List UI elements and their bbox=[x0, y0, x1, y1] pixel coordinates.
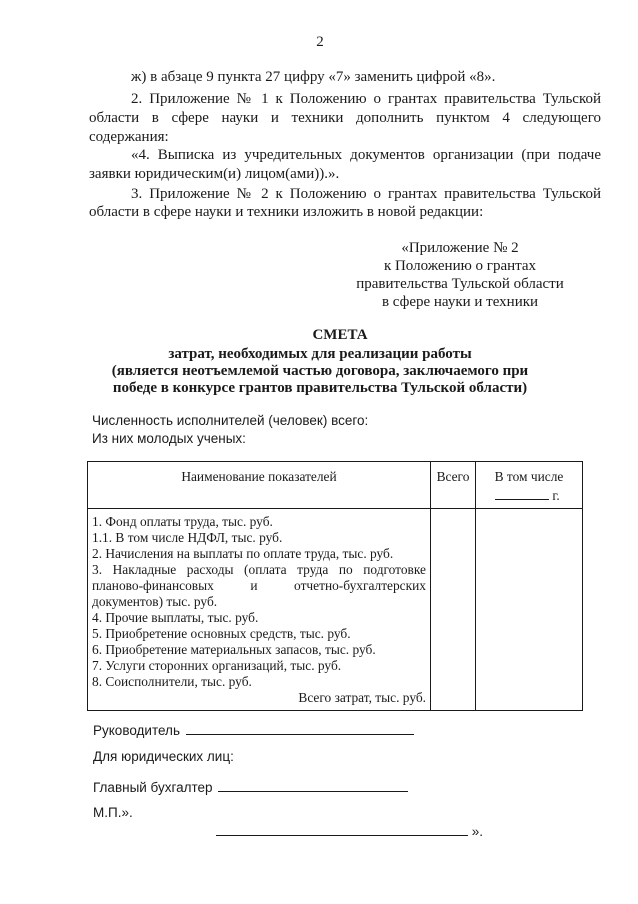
head-signature bbox=[93, 720, 414, 738]
table-header-total: Всего bbox=[436, 469, 470, 484]
table-row-1-1: 1.1. В том числе НДФЛ, тыс. руб. bbox=[92, 530, 283, 545]
accountant-signature bbox=[93, 777, 408, 795]
year-blank bbox=[495, 485, 549, 500]
item2-line3: содержания: bbox=[89, 129, 169, 145]
item2-line2: области в сфере науки и техники дополнить пунктом 4 следующего bbox=[89, 110, 601, 126]
table-row-7: 7. Услуги сторонних организаций, тыс. руб. bbox=[92, 658, 342, 673]
estimate-title: СМЕТА bbox=[312, 327, 368, 343]
estimate-note-line1: (является неотъемлемой частью договора, заключаемого при bbox=[111, 363, 529, 379]
table-row-4: 4. Прочие выплаты, тыс. руб. bbox=[92, 610, 259, 625]
table-total-row: Всего затрат, тыс. руб. bbox=[298, 690, 426, 705]
table-row-5: 5. Приобретение основных средств, тыс. руб. bbox=[92, 626, 351, 641]
young-scientists-label: Из них молодых ученых: bbox=[92, 431, 246, 446]
item3-line2: области в сфере науки и техники изложить в новой редакции: bbox=[89, 204, 484, 220]
accountant-signature-line bbox=[218, 777, 408, 792]
table-row-2: 2. Начисления на выплаты по оплате труда, тыс. руб. bbox=[92, 546, 394, 561]
amendment-line-zh: ж) в абзаце 9 пункта 27 цифру «7» заменить цифрой «8». bbox=[131, 69, 496, 85]
table-header-name: Наименование показателей bbox=[181, 469, 337, 484]
table-row-3-line2: планово-финансовых и отчетно-бухгалтерских bbox=[92, 578, 426, 593]
legal-entities-label: Для юридических лиц: bbox=[93, 749, 234, 764]
table-header-including: В том числе bbox=[494, 469, 564, 484]
appendix-line3: правительства Тульской области bbox=[356, 276, 564, 292]
table-row-1: 1. Фонд оплаты труда, тыс. руб. bbox=[92, 514, 273, 529]
executors-total-label: Численность исполнителей (человек) всего: bbox=[92, 413, 369, 428]
seal-label: М.П.». bbox=[93, 805, 133, 820]
closing-blank bbox=[216, 821, 468, 836]
table-row-6: 6. Приобретение материальных запасов, тыс. руб. bbox=[92, 642, 376, 657]
closing-mark: ». bbox=[471, 824, 484, 839]
item2-line1: 2. Приложение № 1 к Положению о грантах правительства Тульской bbox=[131, 91, 601, 107]
table-row-8: 8. Соисполнители, тыс. руб. bbox=[92, 674, 252, 689]
accountant-label: Главный бухгалтер bbox=[93, 780, 213, 795]
appendix-line2: к Положению о грантах bbox=[383, 258, 537, 274]
table-row-3-line3: документов) тыс. руб. bbox=[92, 594, 218, 609]
quote-line2: заявки юридическим(и) лицом(ами)).». bbox=[89, 166, 340, 182]
appendix-line4: в сфере науки и техники bbox=[381, 294, 539, 310]
year-suffix: г. bbox=[552, 488, 560, 503]
quote-line1: «4. Выписка из учредительных документов организации (при подаче bbox=[131, 147, 601, 163]
table-header-year bbox=[495, 485, 560, 504]
item3-line1: 3. Приложение № 2 к Положению о грантах правительства Тульской bbox=[131, 186, 601, 202]
appendix-line1: «Приложение № 2 bbox=[401, 240, 519, 256]
page-number: 2 bbox=[316, 34, 324, 50]
estimate-note-line2: победе в конкурсе грантов правительства Тульской области) bbox=[112, 380, 528, 396]
head-label: Руководитель bbox=[93, 723, 180, 738]
closing-line bbox=[216, 821, 483, 839]
estimate-subtitle: затрат, необходимых для реализации работы bbox=[168, 346, 472, 362]
head-signature-line bbox=[186, 720, 414, 735]
table-row-3-line1: 3. Накладные расходы (оплата труда по подготовке bbox=[92, 562, 426, 577]
